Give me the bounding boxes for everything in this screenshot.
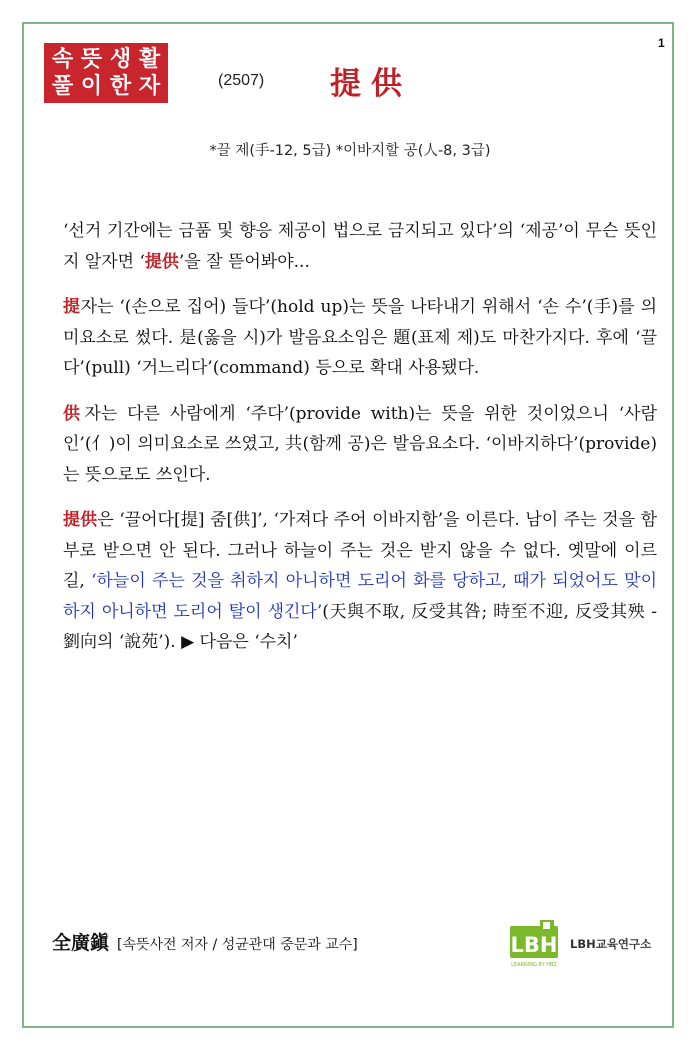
org-name: LBH교육연구소 [570,937,652,951]
text-span: 자는 다른 사람에게 ‘주다’(provide with)는 뜻을 위한 것이었으니 ‘사람 인’(亻)이 의미요소로 쓰였고, 共(함께 공)은 발음요소다. ‘이바지하다’(provide)는 뜻으로도 쓰인다. [63,403,657,485]
lbh-logo-letters: LBH [510,933,558,957]
page-title: 提供 [330,66,412,102]
logo-char: 자 [138,74,161,99]
paragraph-char-2 [63,399,657,491]
hanja-highlight: 提供 [63,510,98,530]
hanja-highlight: 提供 [144,251,179,272]
text-span: (天與不取, 反受其咎; 時至不迎, 反受其殃 - 劉向의 ‘說苑’). ▶ 다음은 ‘수치’ [63,601,657,652]
quote-text: ‘하늘이 주는 것을 취하지 아니하면 도리어 화를 당하고, 때가 되었어도 맞이하지 아니하면 도리어 탈이 생긴다’ [63,571,657,622]
logo-char: 이 [80,74,103,99]
text-span: ‘선거 기간에는 금품 및 향응 제공이 법으로 금지되고 있다’의 ‘제공’이 무슨 뜻인지 알자면 ‘ [63,221,657,272]
paragraph-char-1 [63,292,657,384]
logo-char: 생 [109,47,132,72]
logo-char: 한 [109,74,132,99]
logo-char: 풀 [51,74,74,99]
author-description: [속뜻사전 저자 / 성균관대 중문과 교수] [117,937,358,953]
sokttteut-logo [44,43,168,103]
logo-char: 활 [138,47,161,72]
hanja-highlight: 提 [63,297,81,317]
paragraph-meaning [63,505,657,658]
logo-char: 속 [51,47,74,72]
text-span: 자는 ‘(손으로 집어) 들다’(hold up)는 뜻을 나타내기 위해서 ‘손 수’(手)를 의미요소로 썼다. 是(옳을 시)가 발음요소임은 題(표제 제)도 마찬가지다. 후에 ‘끌다’(pull) ‘거느리다’(command) 등으로 확대 사용됐다. [63,297,657,378]
document-code: (2507) [218,72,265,89]
text-span: ’을 잘 뜯어봐야... [178,251,310,272]
hanja-highlight: 供 [63,403,85,424]
lbh-logo-icon [508,918,566,970]
lbh-logo-tagline: LEARNING BY HBZ [511,962,557,968]
article-body [63,216,657,673]
logo-char: 뜻 [80,47,103,72]
character-info: *끌 제(手-12, 5급) *이바지할 공(人-8, 3급) [209,143,491,159]
paragraph-intro [63,216,657,277]
page-number: 1 [658,36,665,50]
author-line [52,928,358,955]
text-span: 은 ‘끌어다[提] 줌[供]’, ‘가져다 주어 이바지함’을 이른다. 남이 주는 것을 함부로 받으면 안 된다. 그러나 하늘이 주는 것은 받지 않을 수 없다. 옛말에 이르길, [63,510,657,591]
author-name: 全廣鎭 [52,932,110,954]
